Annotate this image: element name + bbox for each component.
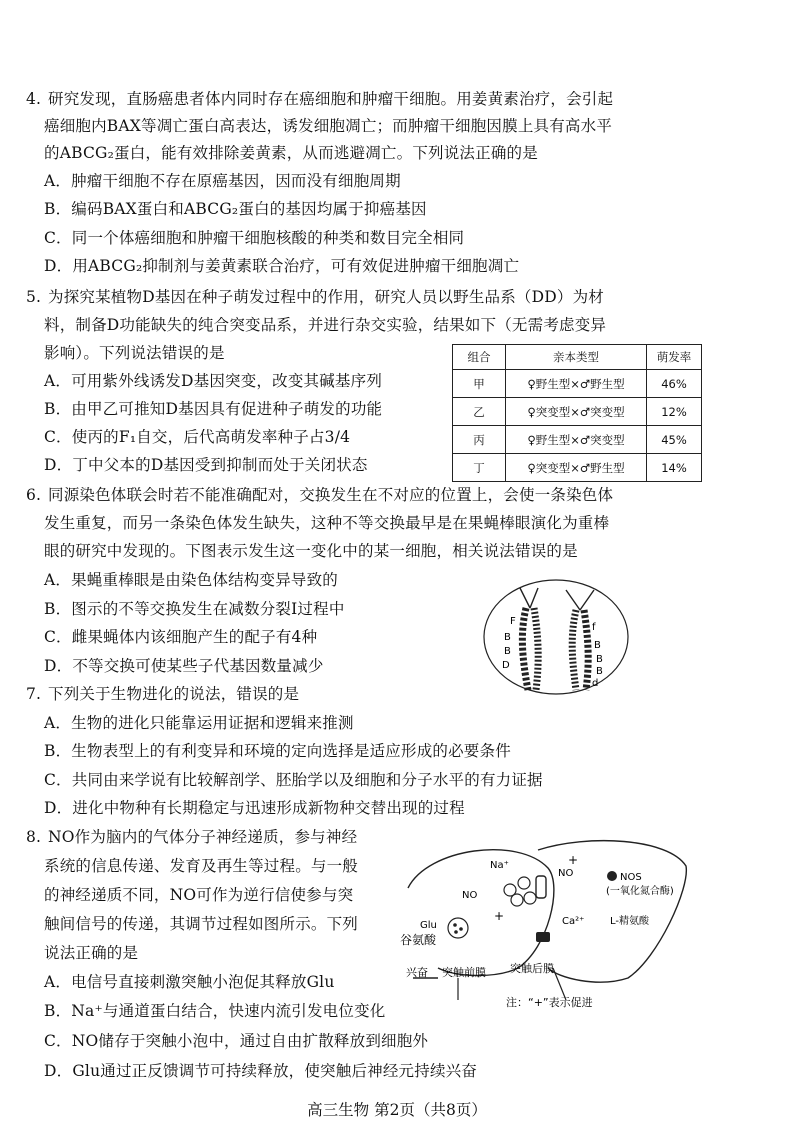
q6-number: 6. bbox=[26, 486, 42, 504]
q6-line-2: 发生重复，而另一条染色体发生缺失，这种不等交换最早是在果蝇棒眼演化为重棒 bbox=[44, 514, 610, 532]
q4-option-d: D．用ABCG₂抑制剂与姜黄素联合治疗，可有效促进肿瘤干细胞凋亡 bbox=[44, 257, 520, 275]
table-cell: 45% bbox=[647, 426, 702, 454]
nos-note-label: (一氧化氮合酶) bbox=[606, 886, 674, 897]
q6-line-1: 6. 同源染色体联会时若不能准确配对，交换发生在不对应的位置上，会使一条染色体 bbox=[26, 486, 614, 504]
q8-line-5: 说法正确的是 bbox=[44, 944, 139, 962]
post-membrane-label: 突触后膜 bbox=[510, 962, 554, 975]
gene-label: D bbox=[502, 660, 510, 671]
gene-label: f bbox=[592, 622, 596, 633]
q7-number: 7. bbox=[26, 685, 42, 703]
q8-synapse-figure bbox=[398, 828, 694, 1016]
glu-cn-label: 谷氨酸 bbox=[400, 933, 437, 947]
q6-option-a: A．果蝇重棒眼是由染色体结构变异导致的 bbox=[44, 571, 338, 589]
gene-label: B bbox=[596, 654, 603, 665]
gene-label: F bbox=[510, 616, 516, 627]
figure-note: 注：“+”表示促进 bbox=[506, 996, 593, 1009]
table-cell: 丁 bbox=[453, 454, 506, 482]
gene-label: B bbox=[594, 640, 601, 651]
gene-label: B bbox=[504, 646, 511, 657]
ca-label: Ca²⁺ bbox=[562, 916, 585, 927]
q8-option-d: D．Glu通过正反馈调节可持续释放，使突触后神经元持续兴奋 bbox=[44, 1062, 478, 1080]
page-footer: 高三生物 第2页（共8页） bbox=[307, 1101, 487, 1119]
no-label-2: NO bbox=[462, 890, 478, 901]
na-label: Na⁺ bbox=[490, 860, 509, 871]
arginine-label: L-精氨酸 bbox=[610, 916, 650, 927]
gene-label: B bbox=[504, 632, 511, 643]
pre-membrane-label: 突触前膜 bbox=[442, 966, 486, 979]
q4-line-1: 4. 研究发现，直肠癌患者体内同时存在癌细胞和肿瘤干细胞。用姜黄素治疗，会引起 bbox=[26, 90, 614, 108]
q7-option-b: B．生物表型上的有利变异和环境的定向选择是适应形成的必要条件 bbox=[44, 742, 511, 760]
q8-line-4: 触间信号的传递，其调节过程如图所示。下列 bbox=[44, 915, 359, 933]
q4-number: 4. bbox=[26, 90, 42, 108]
table-cell: ♀野生型×♂野生型 bbox=[506, 370, 647, 398]
q4-option-b: B．编码BAX蛋白和ABCG₂蛋白的基因均属于抑癌基因 bbox=[44, 200, 427, 218]
q5-option-b: B．由甲乙可推知D基因具有促进种子萌发的功能 bbox=[44, 400, 383, 418]
table-row bbox=[453, 370, 702, 398]
q5-line-2: 料，制备D功能缺失的纯合突变品系，并进行杂交实验，结果如下（无需考虑变异 bbox=[44, 316, 607, 334]
q4-line-2: 癌细胞内BAX等凋亡蛋白高表达，诱发细胞凋亡；而肿瘤干细胞因膜上具有高水平 bbox=[44, 117, 613, 135]
table-cell: ♀突变型×♂野生型 bbox=[506, 454, 647, 482]
table-cell: ♀野生型×♂突变型 bbox=[506, 426, 647, 454]
table-header: 亲本类型 bbox=[506, 345, 647, 370]
table-cell: ♀突变型×♂突变型 bbox=[506, 398, 647, 426]
table-cell: 乙 bbox=[453, 398, 506, 426]
q8-option-b: B．Na⁺与通道蛋白结合，快速内流引发电位变化 bbox=[44, 1002, 386, 1020]
q6-line-3: 眼的研究中发现的。下图表示发生这一变化中的某一细胞，相关说法错误的是 bbox=[44, 542, 578, 560]
gene-label: d bbox=[592, 678, 599, 689]
q5-line-1: 5. 为探究某植物D基因在种子萌发过程中的作用，研究人员以野生品系（DD）为材 bbox=[26, 288, 604, 306]
q4-option-c: C．同一个体癌细胞和肿瘤干细胞核酸的种类和数目完全相同 bbox=[44, 229, 465, 247]
q5-option-c: C．使丙的F₁自交，后代高萌发率种子占3/4 bbox=[44, 428, 351, 446]
q6-option-c: C．雌果蝇体内该细胞产生的配子有4种 bbox=[44, 628, 318, 646]
table-row bbox=[453, 426, 702, 454]
no-label-1: NO bbox=[558, 868, 574, 879]
excite-label: 兴奋 bbox=[406, 966, 428, 979]
table-cell: 12% bbox=[647, 398, 702, 426]
table-header-row bbox=[453, 345, 702, 370]
plus-sign: + bbox=[568, 853, 579, 867]
table-cell: 丙 bbox=[453, 426, 506, 454]
q5-number: 5. bbox=[26, 288, 42, 306]
table-row bbox=[453, 454, 702, 482]
q7-option-d: D．进化中物种有长期稳定与迅速形成新物种交替出现的过程 bbox=[44, 799, 465, 817]
q5-option-a: A．可用紫外线诱发D基因突变，改变其碱基序列 bbox=[44, 372, 383, 390]
q8-line-3: 的神经递质不同，NO可作为逆行信使参与突 bbox=[44, 886, 354, 904]
plus-sign: + bbox=[494, 909, 505, 923]
table-cell: 甲 bbox=[453, 370, 506, 398]
table-header: 萌发率 bbox=[647, 345, 702, 370]
table-row bbox=[453, 398, 702, 426]
q6-option-d: D．不等交换可使某些子代基因数量减少 bbox=[44, 657, 324, 675]
q8-line-2: 系统的信息传递、发育及再生等过程。与一般 bbox=[44, 857, 359, 875]
q4-line-3: 的ABCG₂蛋白，能有效排除姜黄素，从而逃避凋亡。下列说法正确的是 bbox=[44, 144, 538, 162]
q7-line-1: 7. 下列关于生物进化的说法，错误的是 bbox=[26, 685, 300, 703]
nos-label: NOS bbox=[620, 872, 642, 883]
q8-option-a: A．电信号直接刺激突触小泡促其释放Glu bbox=[44, 973, 335, 991]
q7-option-a: A．生物的进化只能靠运用证据和逻辑来推测 bbox=[44, 714, 354, 732]
q8-line-1: 8. NO作为脑内的气体分子神经递质，参与神经 bbox=[26, 828, 358, 846]
table-header: 组合 bbox=[453, 345, 506, 370]
q8-number: 8. bbox=[26, 828, 42, 846]
table-cell: 46% bbox=[647, 370, 702, 398]
gene-label: B bbox=[596, 666, 603, 677]
q6-option-b: B．图示的不等交换发生在减数分裂Ⅰ过程中 bbox=[44, 600, 345, 618]
q4-option-a: A．肿瘤干细胞不存在原癌基因，因而没有细胞周期 bbox=[44, 172, 401, 190]
table-cell: 14% bbox=[647, 454, 702, 482]
q6-cell-figure bbox=[482, 578, 630, 696]
glu-label: Glu bbox=[420, 920, 437, 931]
q5-option-d: D．丁中父本的D基因受到抑制而处于关闭状态 bbox=[44, 456, 368, 474]
q8-option-c: C．NO储存于突触小泡中，通过自由扩散释放到细胞外 bbox=[44, 1032, 429, 1050]
q5-results-table bbox=[452, 344, 702, 482]
q7-option-c: C．共同由来学说有比较解剖学、胚胎学以及细胞和分子水平的有力证据 bbox=[44, 771, 543, 789]
q5-line-3: 影响）。下列说法错误的是 bbox=[44, 344, 225, 362]
